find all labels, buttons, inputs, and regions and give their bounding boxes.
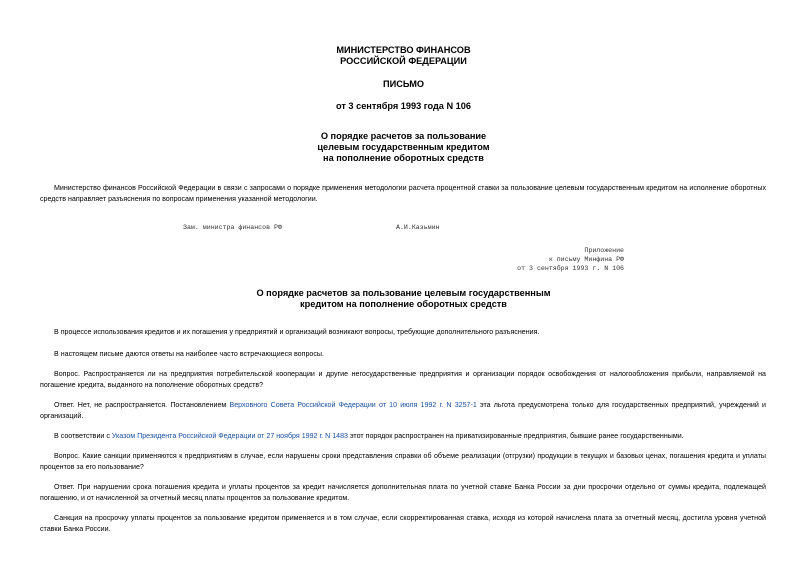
body-paragraph-8: Санкция на просрочку уплаты процентов за пользование кредитом применяется и в том случае, если скорректированная ставка, исходя из которой начислена плата за отчетный месяц, достигла уровня учетной ставки Банка России. bbox=[40, 514, 766, 533]
signature-position: Зам. министра финансов РФ bbox=[183, 224, 282, 231]
appendix-line-3: от 3 сентября 1993 г. N 106 bbox=[517, 265, 624, 272]
document-type: ПИСЬМО bbox=[382, 79, 425, 89]
intro-paragraph: Министерство финансов Российской Федерации в связи с запросами о порядке применения методологии расчета процентной ставки за пользование целевым государственным кредитом на исполнение оборотных средств направляет разъяснения по вопросам применения указанной методологии. bbox=[40, 184, 766, 203]
body-paragraph-4 bbox=[40, 400, 766, 421]
signature-name: А.И.Казьмин bbox=[396, 224, 440, 231]
body-paragraph-1: В процессе использования кредитов и их погашения у предприятий и организаций возникают вопросы, требующие дополнительного разъяснения. bbox=[54, 328, 540, 336]
document-title-line-2: целевым государственным кредитом bbox=[317, 142, 490, 152]
document-title-line-3: на пополнение оборотных средств bbox=[323, 153, 484, 163]
appendix-line-2: к письму Минфина РФ bbox=[548, 256, 624, 263]
paragraph-5-text-before: В соответствии с bbox=[54, 432, 112, 440]
paragraph-4-text-after: эта льгота предусмотрена только для государственных предприятий, учреждений и организаций. bbox=[40, 401, 766, 420]
body-paragraph-3: Вопрос. Распространяется ли на предприятия потребительской кооперации и другие негосударственные предприятия и организации порядок освобождения от налогообложения прибыли, направляемой на погашение кредита, выданного на пополнение оборотных средств? bbox=[40, 370, 766, 389]
presidential-decree-link[interactable]: Указом Президента Российской Федерации от 27 ноября 1992 г. N 1483 bbox=[111, 432, 348, 440]
paragraph-5-text-after: этот порядок распространен на приватизированные предприятия, бывшие ранее государственными. bbox=[348, 432, 684, 440]
paragraph-4-text-before: Ответ. Нет, не распространяется. Постановлением bbox=[54, 401, 230, 409]
appendix-title-line-2: кредитом на пополнение оборотных средств bbox=[300, 299, 507, 309]
document-title-line-1: О порядке расчетов за пользование bbox=[320, 131, 487, 141]
body-paragraph-5 bbox=[40, 431, 766, 442]
body-paragraph-2: В настоящем письме даются ответы на наиболее часто встречающиеся вопросы. bbox=[54, 350, 324, 358]
appendix-title-line-1: О порядке расчетов за пользование целевым государственным bbox=[256, 288, 551, 298]
ministry-line-2: РОССИЙСКОЙ ФЕДЕРАЦИИ bbox=[340, 56, 467, 66]
ministry-line-1: МИНИСТЕРСТВО ФИНАНСОВ bbox=[336, 45, 471, 55]
document-date-number: от 3 сентября 1993 года N 106 bbox=[335, 101, 471, 111]
supreme-council-resolution-link[interactable]: Верховного Совета Российской Федерации от 10 июля 1992 г. N 3257-1 bbox=[229, 401, 477, 409]
body-paragraph-6: Вопрос. Какие санкции применяются к предприятиям в случае, если нарушены сроки представления справки об объеме реализации (отгрузки) продукции в текущих и базовых ценах, погашения кредита и уплаты процентов за его пользование? bbox=[40, 452, 766, 471]
body-paragraph-7: Ответ. При нарушении срока погашения кредита и уплаты процентов за кредит начисляется дополнительная плата по учетной ставке Банка России за дни просрочки отдельно от суммы кредита, подлежащей погашению, и от начисленной за отчетный месяц платы процентов за пользование кредитом. bbox=[40, 483, 766, 502]
appendix-line-1: Приложение bbox=[584, 247, 624, 254]
